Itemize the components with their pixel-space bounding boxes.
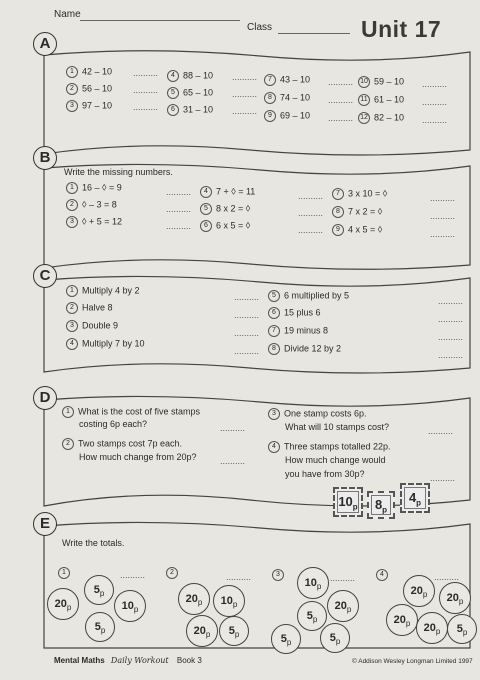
coin-20p: $20_p$ xyxy=(439,582,471,614)
a-answer-10[interactable]: .......... xyxy=(422,79,448,89)
c-item-5: 5 6 multiplied by 5 xyxy=(268,290,349,302)
a-item-2: 2 56 – 10 xyxy=(66,83,112,95)
a-answer-6[interactable]: .......... xyxy=(232,106,258,116)
coin-20p: $20_p$ xyxy=(47,588,79,620)
coin-10p: $10_p$ xyxy=(213,585,245,617)
d-answer-2[interactable]: .......... xyxy=(220,456,246,466)
a-answer-4[interactable]: .......... xyxy=(232,72,258,82)
section-c-letter: C xyxy=(33,264,57,288)
e-group-3-number: 3 xyxy=(272,569,288,581)
b-item-1: 1 16 – ◊ = 9 xyxy=(66,182,122,194)
d-q4-line2: How much change would xyxy=(285,455,386,465)
d-answer-4[interactable]: .......... xyxy=(430,473,456,483)
stamp-10p: $10_p$ xyxy=(333,487,363,517)
b-item-2: 2 ◊ – 3 = 8 xyxy=(66,199,117,211)
c-item-2: 2 Halve 8 xyxy=(66,302,113,314)
c-answer-3[interactable]: .......... xyxy=(234,328,260,338)
c-item-3: 3 Double 9 xyxy=(66,320,118,332)
b-answer-6[interactable]: .......... xyxy=(298,225,324,235)
c-item-8: 8 Divide 12 by 2 xyxy=(268,343,341,355)
coin-20p: $20_p$ xyxy=(327,590,359,622)
c-answer-7[interactable]: .......... xyxy=(438,332,464,342)
e-instruction: Write the totals. xyxy=(62,538,125,548)
b-answer-5[interactable]: .......... xyxy=(298,208,324,218)
a-item-10: 10 59 – 10 xyxy=(358,76,404,88)
e-answer-2[interactable]: .......... xyxy=(226,572,252,582)
coin-5p: $5_p$ xyxy=(271,624,301,654)
coin-20p: $20_p$ xyxy=(386,604,418,636)
d-q4-line1: 4 Three stamps totalled 22p. xyxy=(268,441,391,453)
coin-5p: $5_p$ xyxy=(219,616,249,646)
e-answer-1[interactable]: .......... xyxy=(120,570,146,580)
d-q1-line1: 1 What is the cost of five stamps xyxy=(62,406,200,418)
coin-5p: $5_p$ xyxy=(85,612,115,642)
d-answer-1[interactable]: .......... xyxy=(220,423,246,433)
coin-5p: $5_p$ xyxy=(297,601,327,631)
coin-20p: $20_p$ xyxy=(416,612,448,644)
a-item-4: 4 88 – 10 xyxy=(167,70,213,82)
d-q4-line3: you have from 30p? xyxy=(285,469,365,479)
coin-10p: $10_p$ xyxy=(114,590,146,622)
b-answer-8[interactable]: .......... xyxy=(430,211,456,221)
a-answer-12[interactable]: .......... xyxy=(422,115,448,125)
c-answer-4[interactable]: .......... xyxy=(234,346,260,356)
a-item-7: 7 43 – 10 xyxy=(264,74,310,86)
c-answer-2[interactable]: .......... xyxy=(234,310,260,320)
d-q1-line2: costing 6p each? xyxy=(79,419,148,429)
d-q3-line1: 3 One stamp costs 6p. xyxy=(268,408,367,420)
b-item-4: 4 7 + ◊ = 11 xyxy=(200,186,255,198)
unit-title: Unit 17 xyxy=(361,16,442,42)
d-q2-line1: 2 Two stamps cost 7p each. xyxy=(62,438,182,450)
d-q3-line2: What will 10 stamps cost? xyxy=(285,422,390,432)
coin-5p: $5_p$ xyxy=(84,575,114,605)
coin-5p: $5_p$ xyxy=(320,623,350,653)
e-group-4-number: 4 xyxy=(376,569,392,581)
c-answer-8[interactable]: .......... xyxy=(438,350,464,360)
coin-10p: $10_p$ xyxy=(297,567,329,599)
b-answer-3[interactable]: .......... xyxy=(166,221,192,231)
class-label: Class xyxy=(247,22,273,33)
b-item-5: 5 8 x 2 = ◊ xyxy=(200,203,250,215)
a-item-5: 5 65 – 10 xyxy=(167,87,213,99)
b-instruction: Write the missing numbers. xyxy=(64,167,173,177)
c-item-1: 1 Multiply 4 by 2 xyxy=(66,285,140,297)
a-answer-5[interactable]: .......... xyxy=(232,89,258,99)
d-answer-3[interactable]: .......... xyxy=(428,426,454,436)
e-group-1-number: 1 xyxy=(58,567,74,579)
b-answer-7[interactable]: .......... xyxy=(430,193,456,203)
b-answer-4[interactable]: .......... xyxy=(298,191,324,201)
stamp-8p: $8_p$ xyxy=(367,491,395,519)
a-answer-3[interactable]: .......... xyxy=(133,102,159,112)
c-item-7: 7 19 minus 8 xyxy=(268,325,328,337)
b-answer-1[interactable]: .......... xyxy=(166,187,192,197)
b-item-6: 6 6 x 5 = ◊ xyxy=(200,220,250,232)
name-label: Name xyxy=(54,9,81,20)
a-answer-1[interactable]: .......... xyxy=(133,68,159,78)
a-item-1: 1 42 – 10 xyxy=(66,66,112,78)
coin-20p: $20_p$ xyxy=(403,575,435,607)
footer-copyright: © Addison Wesley Longman Limited 1997 xyxy=(352,658,473,665)
a-item-12: 12 82 – 10 xyxy=(358,112,404,124)
c-answer-6[interactable]: .......... xyxy=(438,314,464,324)
c-item-6: 6 15 plus 6 xyxy=(268,307,321,319)
a-item-9: 9 69 – 10 xyxy=(264,110,310,122)
section-a-letter: A xyxy=(33,32,57,56)
c-item-4: 4 Multiply 7 by 10 xyxy=(66,338,145,350)
footer-left: Mental Maths Daily Workout Book 3 xyxy=(54,656,202,665)
a-item-6: 6 31 – 10 xyxy=(167,104,213,116)
a-answer-2[interactable]: .......... xyxy=(133,85,159,95)
section-e-letter: E xyxy=(33,512,57,536)
a-answer-9[interactable]: .......... xyxy=(328,113,354,123)
a-answer-7[interactable]: .......... xyxy=(328,77,354,87)
a-item-11: 11 61 – 10 xyxy=(358,94,404,106)
stamp-4p: $4_p$ xyxy=(400,483,430,513)
coin-5p: $5_p$ xyxy=(447,614,477,644)
a-item-3: 3 97 – 10 xyxy=(66,100,112,112)
b-answer-2[interactable]: .......... xyxy=(166,204,192,214)
section-d-letter: D xyxy=(33,386,57,410)
b-item-7: 7 3 x 10 = ◊ xyxy=(332,188,387,200)
section-b-letter: B xyxy=(33,146,57,170)
e-group-2-number: 2 xyxy=(166,567,182,579)
d-q2-line2: How much change from 20p? xyxy=(79,452,197,462)
c-answer-1[interactable]: .......... xyxy=(234,292,260,302)
a-answer-8[interactable]: .......... xyxy=(328,95,354,105)
b-item-3: 3 ◊ + 5 = 12 xyxy=(66,216,122,228)
a-item-8: 8 74 – 10 xyxy=(264,92,310,104)
e-answer-4[interactable]: .......... xyxy=(434,572,460,582)
a-answer-11[interactable]: .......... xyxy=(422,97,448,107)
b-item-9: 9 4 x 5 = ◊ xyxy=(332,224,382,236)
e-answer-3[interactable]: .......... xyxy=(330,573,356,583)
coin-20p: $20_p$ xyxy=(178,583,210,615)
b-item-8: 8 7 x 2 = ◊ xyxy=(332,206,382,218)
c-answer-5[interactable]: .......... xyxy=(438,296,464,306)
b-answer-9[interactable]: .......... xyxy=(430,229,456,239)
coin-20p: $20_p$ xyxy=(186,615,218,647)
